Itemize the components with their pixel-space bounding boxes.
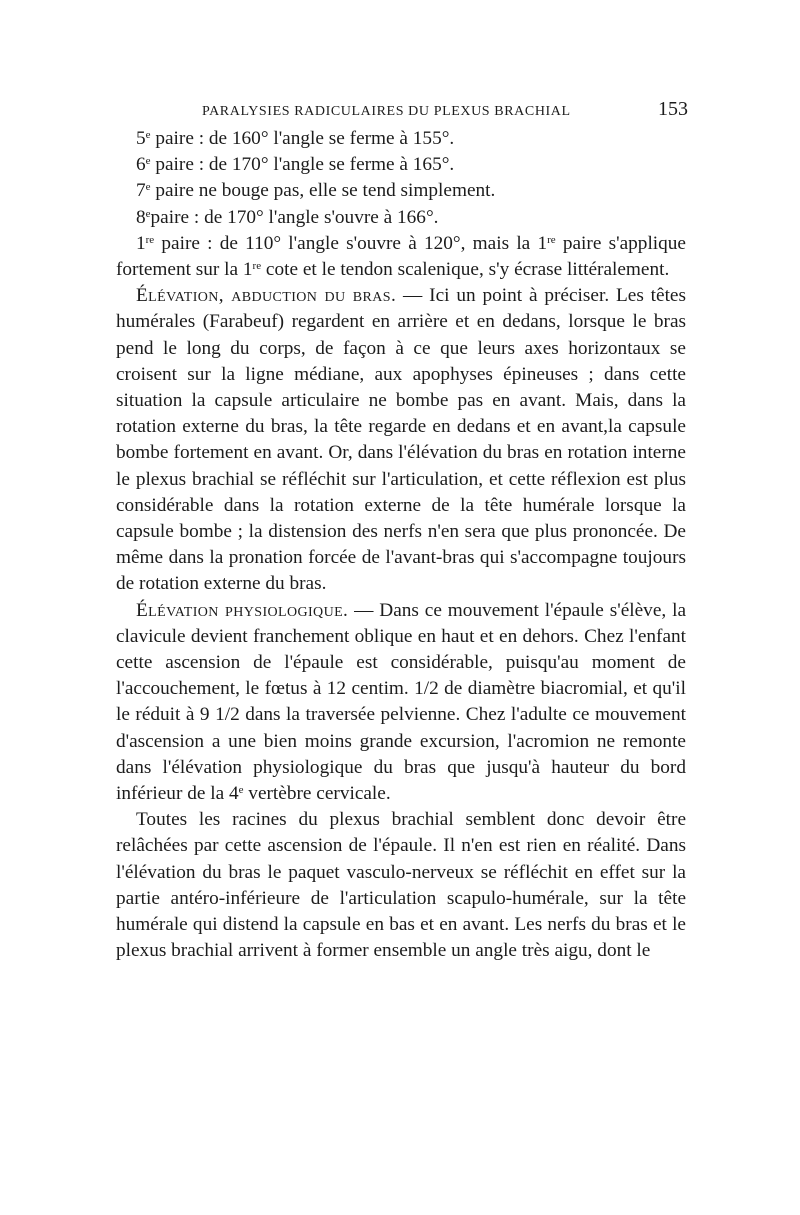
page-body <box>116 126 686 965</box>
list-line-8th-pair <box>116 205 686 231</box>
list-line-6th-pair <box>116 152 686 178</box>
ordinal-suffix: e <box>145 155 151 168</box>
line-text: paire s'applique fortement sur la 1 <box>116 232 686 281</box>
section-heading: Élévation, abduction du bras. <box>136 285 397 307</box>
ordinal-suffix: re <box>145 233 155 246</box>
running-title: PARALYSIES RADICULAIRES DU PLEXUS BRACHIAL <box>202 104 571 119</box>
list-line-1st-pair <box>116 231 686 283</box>
paragraph-elevation-abduction <box>116 283 686 597</box>
pair-number: 1 <box>136 232 146 254</box>
book-page <box>116 96 686 965</box>
paragraph-elevation-physiologique <box>116 598 686 808</box>
ordinal-suffix: re <box>547 233 556 246</box>
line-text: paire : de 110° l'angle s'ouvre à 120°, mais la 1 <box>154 232 548 254</box>
ordinal-suffix: re <box>252 259 262 272</box>
line-text: paire : de 160° l'angle se ferme à 155°. <box>150 128 455 149</box>
pair-number: 6 <box>136 154 146 176</box>
ordinal-suffix: e <box>145 128 151 141</box>
pair-number: 5 <box>136 128 146 149</box>
list-line-5th-pair <box>116 126 686 152</box>
paragraph-text: Toutes les racines du plexus brachial semblent donc devoir être relâchées par cette ascension de l'épaule. Il n'en est rien en réalité. Dans l'élévation du bras le paquet vasculo-nerveux se réfléchit en effet sur la partie antéro-inférieure de l'articulation scapulo-humérale, sur la tête humérale qui distend la capsule en bas et en avant. Les nerfs du bras et le plexus brachial arrivent à former ensemble un angle très aigu, dont le <box>116 809 686 962</box>
paragraph-text: vertèbre cervicale. <box>243 783 391 805</box>
running-header <box>116 96 686 126</box>
ordinal-suffix: e <box>145 181 151 194</box>
list-line-7th-pair <box>116 178 686 204</box>
pair-number: 8 <box>136 206 146 228</box>
ordinal-suffix: e <box>145 207 151 220</box>
ordinal-suffix: e <box>238 784 244 797</box>
pair-number: 7 <box>136 180 146 202</box>
paragraph-racines <box>116 807 686 964</box>
page-number: 153 <box>658 98 688 120</box>
line-text: cote et le tendon scalenique, s'y écrase littéralement. <box>261 259 670 281</box>
section-heading: Élévation physiologique. <box>136 599 349 621</box>
paragraph-text: — Ici un point à préciser. Les têtes humérales (Farabeuf) regardent en arrière et en dedans, lorsque le bras pend le long du corps, de façon à ce que leurs axes horizontaux se croisent sur la ligne médiane, aux apophyses épineuses ; dans cette situation la capsule articulaire ne bombe pas en avant. Mais, dans la rotation externe du bras, la tête regarde en dedans et en avant,la capsule bombe fortement en avant. Or, dans l'élévation du bras en rotation interne le plexus brachial se réfléchit sur l'articulation, et cette réflexion est plus considérable dans la rotation externe de la tête humérale lorsque la capsule bombe ; la distension des nerfs n'en sera que plus prononcée. De même dans la pronation forcée de l'avant-bras qui s'accompagne toujours de rotation externe du bras. <box>116 285 686 595</box>
paragraph-text: — Dans ce mouvement l'épaule s'élève, la clavicule devient franchement oblique en haut et en dehors. Chez l'enfant cette ascension de l'épaule est considérable, puisqu'au moment de l'accouchement, le fœtus à 12 centim. 1/2 de diamètre biacromial, et qu'il le réduit à 9 1/2 dans la traversée pelvienne. Chez l'adulte ce mouvement d'ascension a une bien moins grande excursion, l'acromion ne remonte dans l'élévation physiologique du bras que jusqu'à hauteur du bord inférieur de la 4 <box>116 599 686 805</box>
line-text: paire ne bouge pas, elle se tend simplement. <box>150 180 496 202</box>
line-text: paire : de 170° l'angle se ferme à 165°. <box>150 154 455 176</box>
line-text: paire : de 170° l'angle s'ouvre à 166°. <box>150 206 439 228</box>
